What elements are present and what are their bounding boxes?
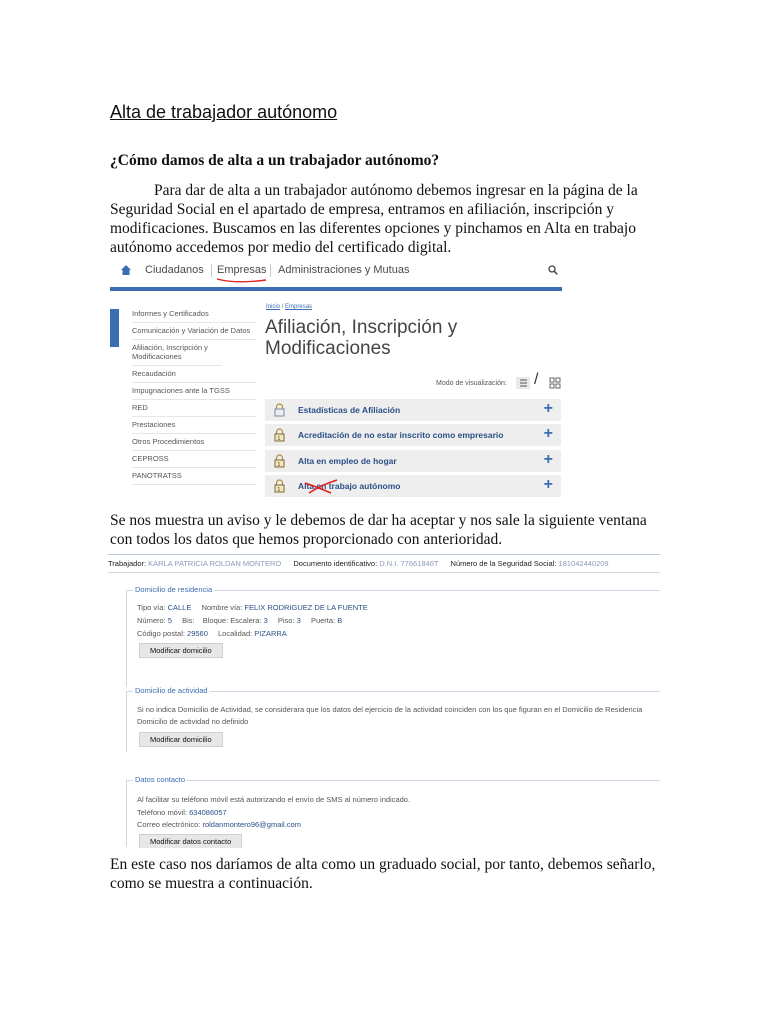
contact-section bbox=[126, 775, 660, 847]
plus-icon[interactable]: + bbox=[543, 451, 553, 468]
activity-section bbox=[126, 686, 660, 752]
sidebar-item[interactable]: PANOTRATSS bbox=[132, 468, 256, 485]
phone-label: Teléfono móvil: bbox=[137, 808, 188, 817]
ss-label: Número de la Seguridad Social: bbox=[450, 559, 557, 568]
escalera-value: 3 bbox=[263, 616, 268, 625]
slash-mark: / bbox=[534, 371, 539, 388]
lock-icon bbox=[274, 479, 285, 493]
grid-view-icon[interactable] bbox=[549, 377, 561, 389]
view-mode-label: Modo de visualización: bbox=[436, 380, 507, 387]
lock-icon bbox=[274, 454, 285, 468]
tipo-via-value: CALLE bbox=[167, 603, 192, 612]
cp-label: Código postal: bbox=[137, 629, 185, 638]
piso-value: 3 bbox=[296, 616, 301, 625]
puerta-label: Puerta: bbox=[310, 616, 336, 625]
nombre-via-label: Nombre vía: bbox=[201, 603, 243, 612]
residence-section bbox=[126, 585, 660, 687]
page-heading: Afiliación, Inscripción y Modificaciones bbox=[265, 317, 458, 359]
portal-screenshot bbox=[110, 256, 562, 500]
postal-row bbox=[137, 629, 287, 638]
header-divider bbox=[108, 572, 660, 573]
sidebar-item-afiliacion[interactable]: Afiliación, Inscripción y Modificaciones bbox=[132, 340, 222, 366]
escalera-label: Escalera: bbox=[230, 616, 262, 625]
paragraph-2: Se nos muestra un aviso y le debemos de dar ha aceptar y nos sale la siguiente ventana con todos los datos que hemos proporcionado con anterioridad. bbox=[110, 512, 647, 548]
nav-administraciones[interactable]: Administraciones y Mutuas bbox=[278, 264, 410, 276]
section-legend: Domicilio de residencia bbox=[135, 585, 213, 594]
sidebar bbox=[132, 306, 256, 485]
breadcrumb-inicio[interactable]: Inicio bbox=[266, 304, 281, 310]
bloque-label: Bloque: bbox=[202, 616, 229, 625]
puerta-value: B bbox=[337, 616, 343, 625]
section-legend: Datos contacto bbox=[135, 775, 186, 784]
modify-activity-button[interactable]: Modificar domicilio bbox=[139, 732, 223, 747]
numero-value: 5 bbox=[167, 616, 173, 625]
street-row bbox=[137, 603, 368, 612]
modify-residence-button[interactable]: Modificar domicilio bbox=[139, 643, 223, 658]
svg-text:1: 1 bbox=[277, 436, 281, 442]
email-value: roldanmontero96@gmail.com bbox=[202, 820, 301, 829]
sidebar-item[interactable]: Otros Procedimientos bbox=[132, 434, 256, 451]
breadcrumb bbox=[266, 304, 312, 310]
lock-icon bbox=[274, 428, 285, 442]
localidad-label: Localidad: bbox=[218, 629, 253, 638]
activity-status: Domicilio de actividad no definido bbox=[137, 717, 249, 726]
accordion-label: Acreditación de no estar inscrito como empresario bbox=[298, 430, 504, 440]
red-x-mark bbox=[301, 477, 341, 495]
worker-label: Trabajador: bbox=[108, 559, 147, 568]
svg-text:1: 1 bbox=[277, 462, 281, 468]
paragraph-3: En este caso nos daríamos de alta como un graduado social, por tanto, debemos señarlo, como se muestra a continuación. bbox=[110, 856, 656, 892]
accordion-label: Alta en empleo de hogar bbox=[298, 456, 397, 466]
plus-icon[interactable]: + bbox=[543, 425, 553, 442]
accordion-label: Alta en trabajo autónomo bbox=[298, 481, 401, 491]
modify-contact-button[interactable]: Modificar datos contacto bbox=[139, 834, 242, 848]
breadcrumb-separator: / bbox=[281, 304, 284, 310]
plus-icon[interactable]: + bbox=[543, 400, 553, 417]
sidebar-item[interactable]: Recaudación bbox=[132, 366, 256, 383]
sidebar-accent bbox=[110, 309, 119, 347]
accordion-acreditacion[interactable] bbox=[265, 424, 561, 446]
paragraph-1: Para dar de alta a un trabajador autónomo debemos ingresar en la página de la Seguridad Social en el apartado de empresa, entramos en afiliación, inscripción y modificaciones. Buscamos en las diferentes opciones y pinchamos en Alta en trabajo autónomo accedemos por medio del certificado digital. bbox=[110, 182, 638, 256]
accordion-label: Estadísticas de Afiliación bbox=[298, 405, 401, 415]
bis-label: Bis: bbox=[182, 616, 195, 625]
nombre-via-value: FELIX RODRIGUEZ DE LA FUENTE bbox=[244, 603, 368, 612]
nav-ciudadanos[interactable]: Ciudadanos bbox=[145, 264, 204, 276]
search-icon[interactable] bbox=[548, 265, 558, 275]
section-legend: Domicilio de actividad bbox=[135, 686, 208, 695]
email-label: Correo electrónico: bbox=[137, 820, 201, 829]
numero-label: Número: bbox=[137, 616, 166, 625]
nav-divider bbox=[270, 264, 271, 277]
document-title: Alta de trabajador autónomo bbox=[110, 102, 338, 122]
sidebar-item[interactable]: Impugnaciones ante la TGSS bbox=[132, 383, 256, 400]
contact-note: Al facilitar su teléfono móvil está autorizando el envío de SMS al número indicado. bbox=[137, 795, 411, 804]
id-value: D.N.I. 77661846T bbox=[379, 559, 439, 568]
breadcrumb-empresas[interactable]: Empresas bbox=[285, 304, 313, 310]
worker-header bbox=[108, 559, 609, 568]
activity-note: Si no indica Domicilio de Actividad, se considerara que los datos del ejercicio de la actividad coinciden con los que figuran en el Domicilio de Residencia bbox=[137, 705, 643, 714]
phone-value: 634086057 bbox=[189, 808, 227, 817]
red-underline-mark bbox=[216, 276, 268, 284]
id-label: Documento identificativo: bbox=[293, 559, 378, 568]
sidebar-item[interactable]: RED bbox=[132, 400, 256, 417]
number-row bbox=[137, 616, 342, 625]
sidebar-item[interactable]: Comunicación y Variación de Datos bbox=[132, 323, 256, 340]
list-view-icon[interactable] bbox=[516, 377, 530, 389]
ss-value: 181042440209 bbox=[558, 559, 609, 568]
nav-accent-bar bbox=[110, 287, 562, 291]
piso-label: Piso: bbox=[277, 616, 295, 625]
nav-empresas[interactable]: Empresas bbox=[217, 264, 267, 276]
cp-value: 29560 bbox=[187, 629, 208, 638]
phone-row bbox=[137, 808, 227, 817]
accordion-estadisticas[interactable] bbox=[265, 399, 561, 421]
nav-divider bbox=[211, 264, 212, 277]
svg-text:1: 1 bbox=[277, 487, 281, 493]
form-screenshot bbox=[108, 552, 660, 848]
plus-icon[interactable]: + bbox=[543, 476, 553, 493]
document-question: ¿Cómo damos de alta a un trabajador autónomo? bbox=[110, 152, 440, 169]
sidebar-item[interactable]: Informes y Certificados bbox=[132, 306, 256, 323]
sidebar-item[interactable]: CEPROSS bbox=[132, 451, 256, 468]
accordion-empleo-hogar[interactable] bbox=[265, 450, 561, 472]
worker-name: KARLA PATRICIA ROLDAN MONTERO bbox=[148, 559, 282, 568]
tipo-via-label: Tipo vía: bbox=[137, 603, 166, 612]
lock-icon bbox=[274, 403, 285, 417]
localidad-value: PIZARRA bbox=[254, 629, 287, 638]
home-icon[interactable] bbox=[120, 264, 132, 276]
sidebar-item[interactable]: Prestaciones bbox=[132, 417, 256, 434]
top-border bbox=[108, 554, 660, 555]
email-row bbox=[137, 820, 301, 829]
